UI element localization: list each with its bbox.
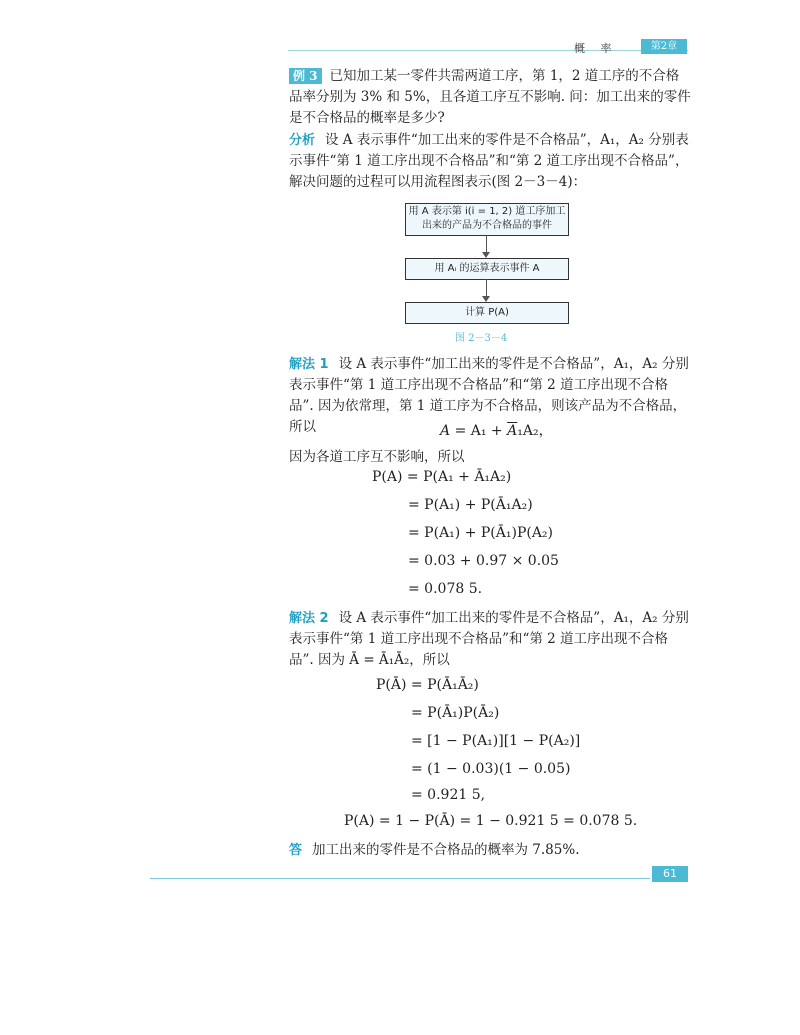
flowchart-box-express-event: 用 Aᵢ 的运算表示事件 A [405,258,569,280]
chapter-badge: 第2章 [641,39,687,54]
eq-mid: = A₁ + [454,423,508,439]
example-paragraph [289,66,691,129]
example-tag: 例 3 [289,68,322,84]
solution1-text: 设 A 表示事件“加工出来的零件是不合格品”，A₁，A₂ 分别表示事件“第 1 道工序出现不合格品”和“第 2 道工序出现不合格品”. 因为依常理，第 1 道工序为不合格品，则该产品为不合格品，所以 [289,356,689,435]
answer-text: 加工出来的零件是不合格品的概率为 7.85%. [312,842,580,858]
eq-rest: ₁A₂， [517,423,553,439]
solution2-step-1: = P(Ā₁)P(Ā₂) [411,705,500,721]
eq-lhs: A [440,423,451,439]
analysis-text: 设 A 表示事件“加工出来的零件是不合格品”，A₁，A₂ 分别表示事件“第 1 道工序出现不合格品”和“第 2 道工序出现不合格品”，解决问题的过程可以用流程图表示(图 2－3－4)： [289,132,689,190]
solution1-step-3: = 0.03 + 0.97 × 0.05 [408,553,559,569]
flowchart-box-compute: 计算 P(A) [405,302,569,324]
footer-rule [150,878,650,879]
flowchart-box1-line1: 用 A 表示第 i(i = 1, 2) 道工序加工 [408,206,566,217]
chapter-title: 概 率 [574,42,618,55]
figure-caption: 图 2－3－4 [455,333,508,344]
solution1-step-2: = P(A₁) + P(Ā₁)P(A₂) [408,525,554,541]
solution1-step-1: = P(A₁) + P(Ā₁A₂) [408,497,533,513]
solution2-step-4: = 0.921 5, [411,787,486,803]
solution2-paragraph [289,608,691,671]
flowchart-box-define-events [405,203,569,236]
analysis-label: 分析 [289,133,316,148]
answer-label: 答 [289,843,303,858]
header-rule [288,50,688,51]
solution1-step-0: P(A) = P(A₁ + Ā₁A₂) [372,469,512,485]
eq-bar-term: $\overline{A}$ [507,423,518,439]
solution1-label: 解法 1 [289,357,329,372]
flowchart-box1-line2: 出来的产品为不合格品的事件 [422,220,552,231]
solution1-main-equation [440,420,553,440]
solution2-final: P(A) = 1 − P(Ā) = 1 − 0.921 5 = 0.078 5. [344,813,638,829]
solution2-step-3: = (1 − 0.03)(1 − 0.05) [411,761,571,777]
answer-paragraph [289,840,691,861]
analysis-paragraph [289,130,691,193]
solution1-step-4: = 0.078 5. [408,581,483,597]
page-number: 61 [652,866,688,882]
flowchart-connector-1 [486,235,487,252]
example-text: 已知加工某一零件共需两道工序，第 1，2 道工序的不合格品率分别为 3% 和 5%，且各道工序互不影响. 问：加工出来的零件是不合格品的概率是多少? [289,68,691,126]
solution1-because: 因为各道工序互不影响，所以 [289,449,465,465]
flowchart-connector-2 [486,279,487,296]
solution2-label: 解法 2 [289,611,329,626]
solution2-step-2: = [1 − P(A₁)][1 − P(A₂)] [411,733,581,749]
solution2-text: 设 A 表示事件“加工出来的零件是不合格品”，A₁，A₂ 分别表示事件“第 1 道工序出现不合格品”和“第 2 道工序出现不合格品”. 因为 Ā = Ā₁Ā₂，所以 [289,610,689,668]
solution2-step-0: P(Ā) = P(Ā₁Ā₂) [376,677,479,693]
